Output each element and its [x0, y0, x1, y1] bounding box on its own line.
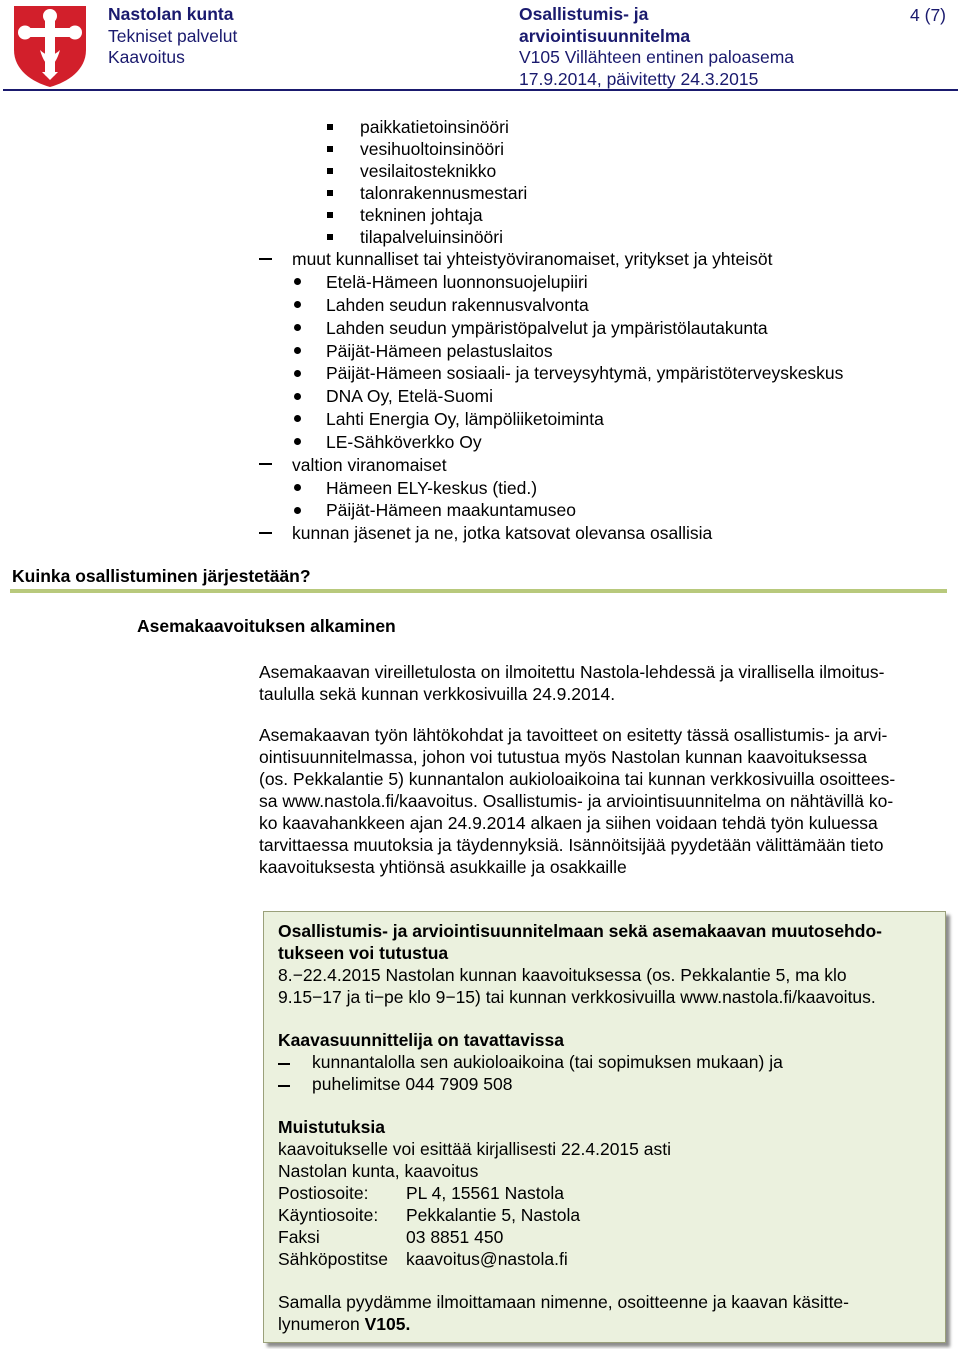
info-text: 9.15−17 ja ti−pe klo 9−15) tai kunnan verkkosivuilla www.nastola.fi/kaavoitus.: [278, 987, 876, 1007]
round-bullet-icon: [294, 347, 301, 354]
closing-text: lynumeron V105.: [278, 1314, 411, 1334]
fax-number: Faksi 03 8851 450: [278, 1227, 504, 1247]
page-number: 4 (7): [910, 5, 946, 25]
square-bullet-icon: [327, 234, 333, 240]
postal-address: Postiosoite: PL 4, 15561 Nastola: [278, 1183, 564, 1203]
project-name: V105 Villähteen entinen paloasema: [519, 47, 795, 67]
round-bullet-icon: [294, 370, 301, 377]
dash-bullet-icon: [259, 463, 272, 465]
info-box: [263, 911, 946, 1343]
section-title: Kuinka osallistuminen järjestetään?: [12, 566, 311, 586]
round-bullet-icon: [294, 393, 301, 400]
planner-heading: Kaavasuunnittelija on tavattavissa: [278, 1030, 564, 1050]
round-bullet-icon: [294, 278, 301, 285]
municipal-crest-icon: [12, 4, 88, 88]
unit: Kaavoitus: [108, 47, 185, 67]
address-name: Nastolan kunta, kaavoitus: [278, 1161, 479, 1181]
closing-text: Samalla pyydämme ilmoittamaan nimenne, osoitteenne ja kaavan käsitte-: [278, 1292, 849, 1312]
remarks-text: kaavoitukselle voi esittää kirjallisesti 22.4.2015 asti: [278, 1139, 671, 1159]
info-heading: Osallistumis- ja arviointisuunnitelmaan sekä asemakaavan muutosehdo-: [278, 921, 882, 941]
department: Tekniset palvelut: [108, 25, 238, 46]
doc-date: 17.9.2014, päivitetty 24.3.2015: [519, 68, 759, 89]
header-organization: [108, 4, 237, 69]
square-bullet-icon: [327, 124, 333, 130]
subsection-title: Asemakaavoituksen alkaminen: [137, 616, 396, 636]
round-bullet-icon: [294, 507, 301, 514]
visiting-address: Käyntiosoite: Pekkalantie 5, Nastola: [278, 1205, 581, 1225]
doc-title-line1: Osallistumis- ja: [519, 4, 649, 24]
round-bullet-icon: [294, 301, 301, 308]
square-bullet-icon: [327, 190, 333, 196]
paragraph-announcement: Asemakaavan vireilletulosta on ilmoitettu Nastola-lehdessä ja virallisella ilmoitus- taululla sekä kunnan verkkosivuilla 24.9.2014.: [259, 662, 885, 704]
project-code: V105.: [364, 1314, 411, 1334]
square-bullet-icon: [327, 146, 333, 152]
contact-item: kunnantalolla sen aukioloaikoina (tai sopimuksen mukaan) ja: [312, 1052, 783, 1072]
remarks-heading: Muistutuksia: [278, 1117, 385, 1137]
round-bullet-icon: [294, 484, 301, 491]
dash-bullet-icon: [259, 258, 272, 260]
round-bullet-icon: [294, 415, 301, 422]
info-text: 8.−22.4.2015 Nastolan kunnan kaavoituksessa (os. Pekkalantie 5, ma klo: [278, 965, 847, 985]
round-bullet-icon: [294, 324, 301, 331]
paragraph-starting-points: Asemakaavan työn lähtökohdat ja tavoitteet on esitetty tässä osallistumis- ja arvi- ointisuunnitelmassa, johon voi tutustua myös Nastolan kunnan kaavoituksessa (os. Pekkalantie 5) kunnantalon aukioloaikoina tai kunnan verkkosivuilla osoittees- sa www.nastola.fi/kaavoitus. Osallistumis- ja arviointisuunnitelma on nähtävillä ko- ko kaavahankkeen ajan 24.9.2014 alkaen ja siihen voidaan tehdä työn kuluessa tarvittaessa muutoksia ja täydennyksiä. Isännöitsijää pyydetään välittämään tieto kaavoituksesta yhtiönsä asukkaille ja osakkaille: [259, 725, 896, 877]
doc-title-line2: arviointisuunnitelma: [519, 25, 691, 46]
section-divider: [10, 589, 947, 593]
email-address: Sähköpostitse kaavoitus@nastola.fi: [278, 1249, 568, 1269]
contact-item: puhelimitse 044 7909 508: [312, 1074, 513, 1094]
org-name: Nastolan kunta: [108, 4, 234, 24]
square-bullet-icon: [327, 212, 333, 218]
dash-bullet-icon: [259, 532, 272, 534]
info-heading: tukseen voi tutustua: [278, 943, 449, 963]
round-bullet-icon: [294, 438, 301, 445]
header-divider: [3, 89, 958, 91]
header-document: [519, 4, 794, 90]
square-bullet-icon: [327, 168, 333, 174]
page-header: [0, 0, 960, 92]
